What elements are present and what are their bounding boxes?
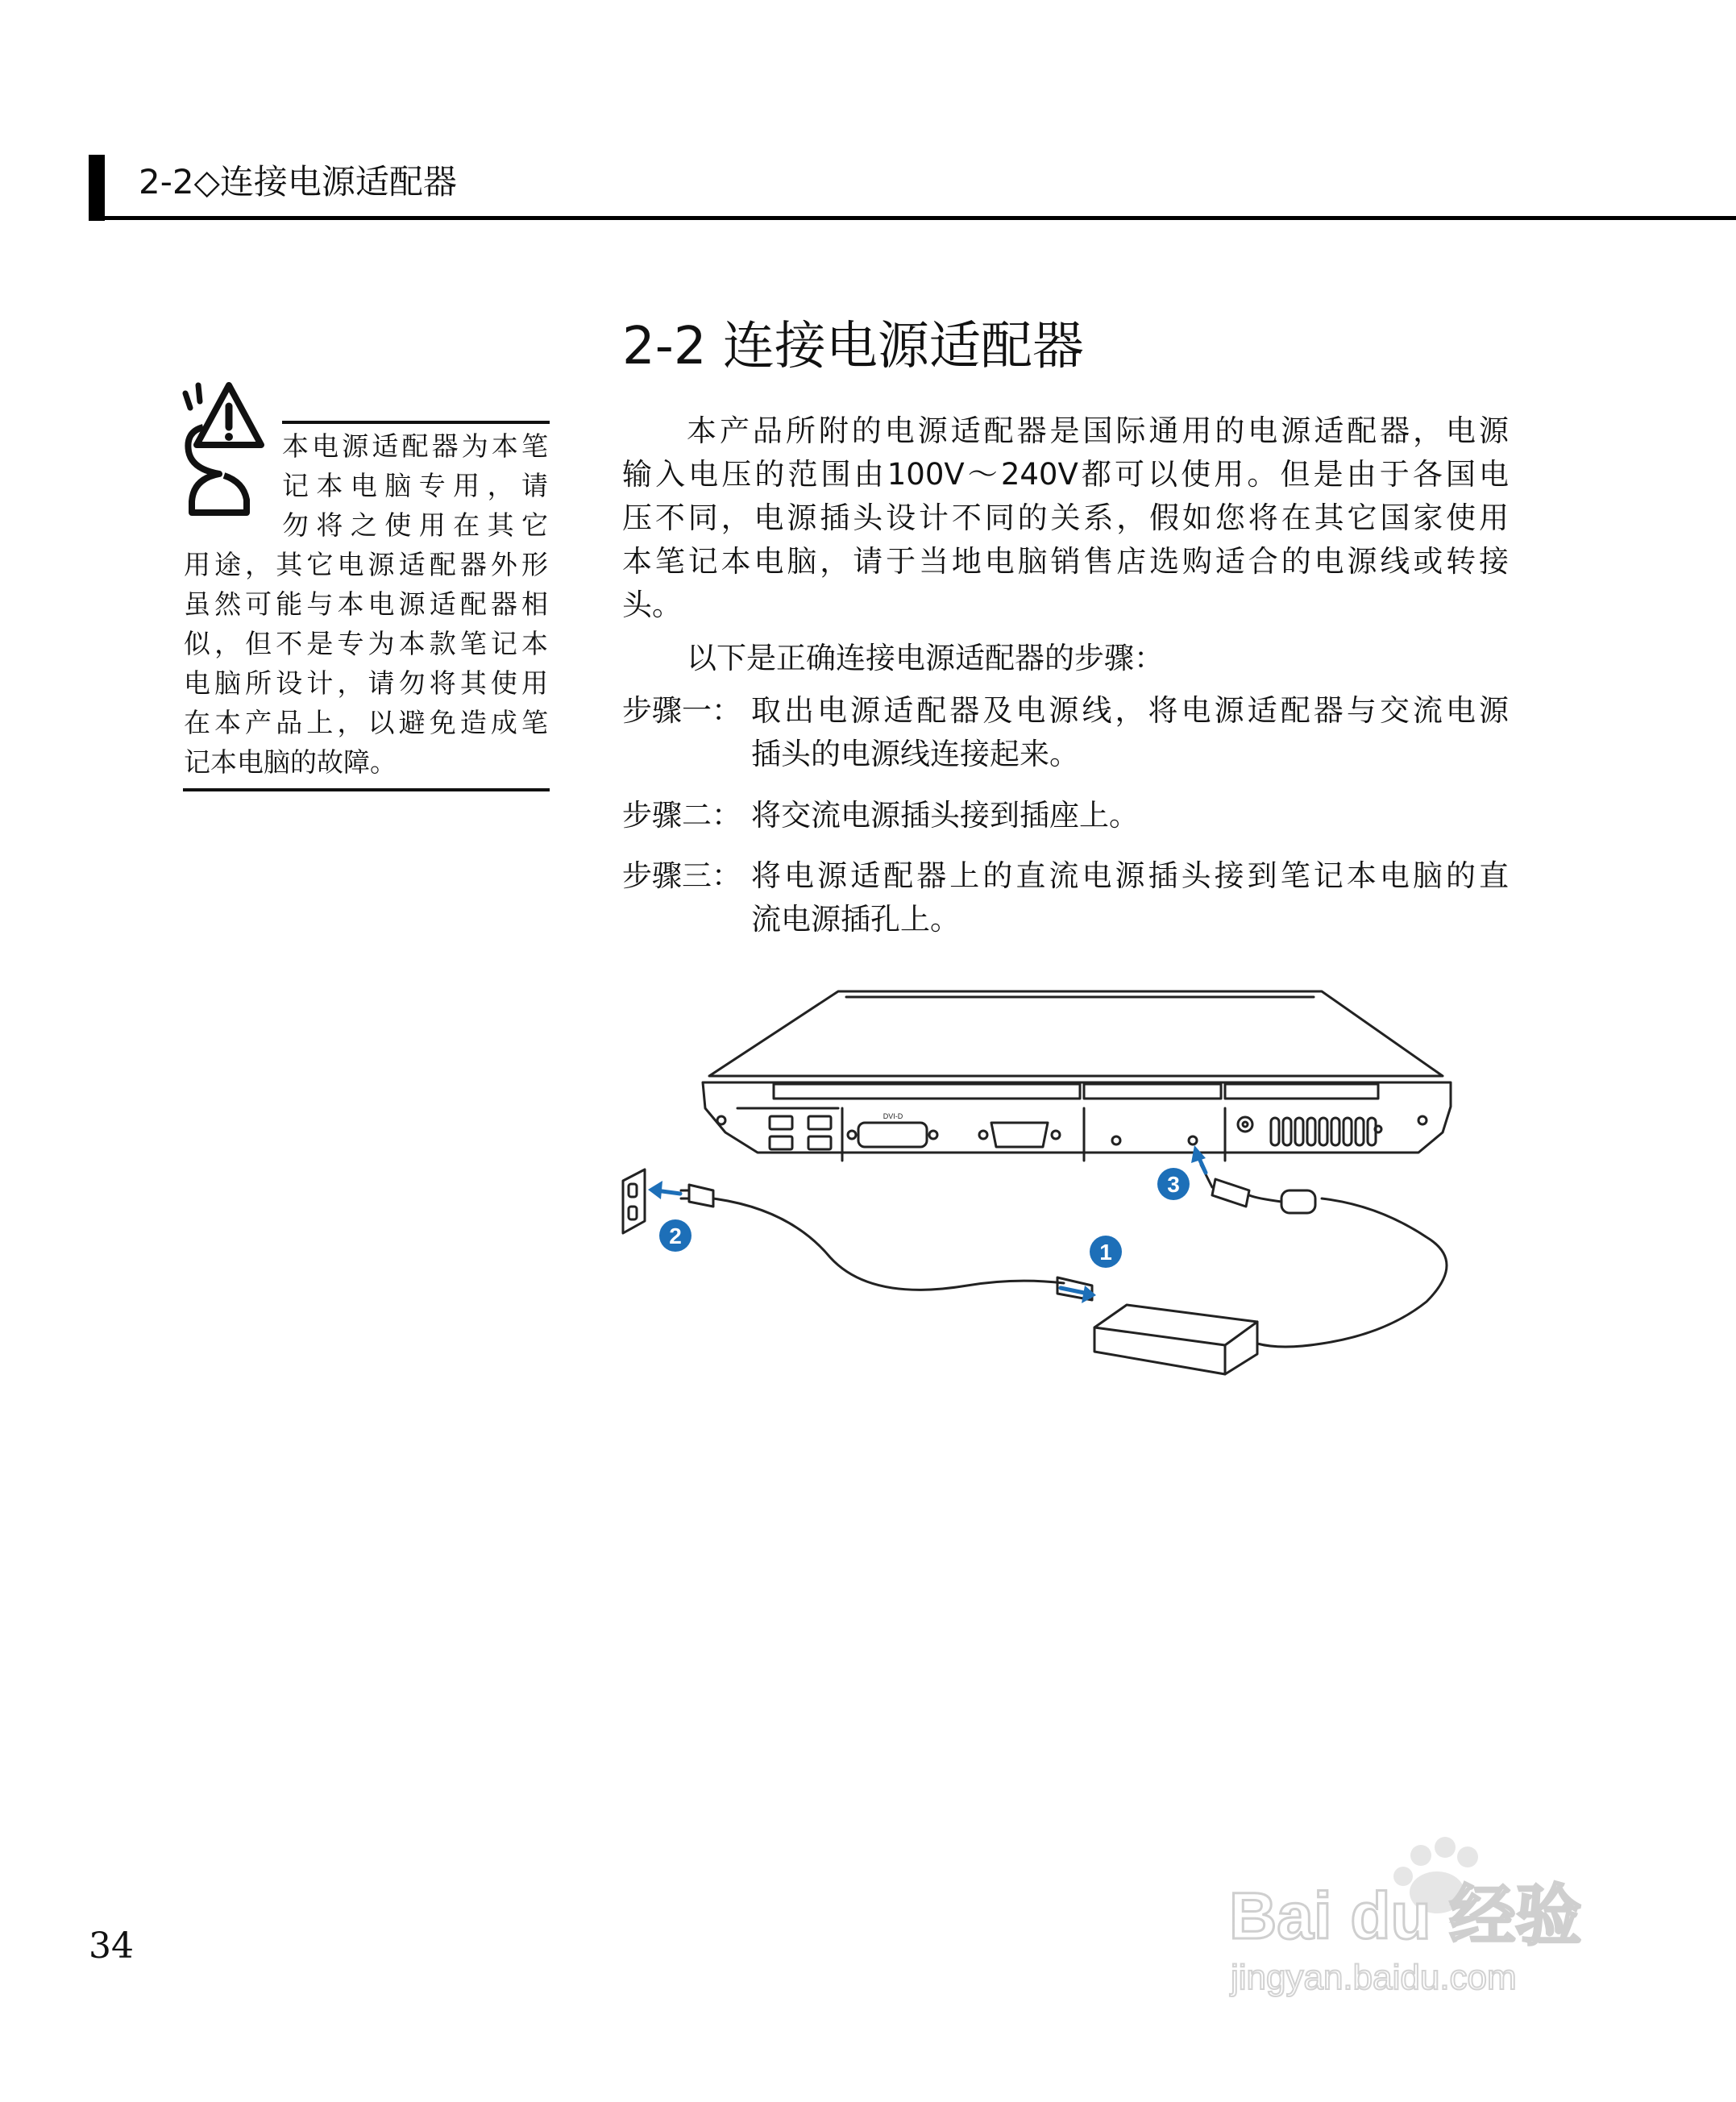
dc-plug [1212,1179,1249,1207]
note-line: 在本产品上，以避免造成笔 [184,707,548,738]
section-title: 2-2 连接电源适配器 [622,317,1084,376]
step-text: 流电源插孔上。 [751,902,960,937]
step-label: 步骤三： [622,858,741,893]
wall-outlet [623,1169,645,1233]
step-text: 将电源适配器上的直流电源插头接到笔记本电脑的直 [751,858,1509,893]
page-number: 34 [89,1925,134,1967]
step-text: 取出电源适配器及电源线，将电源适配器与交流电源 [751,693,1509,728]
callout-3-label: 3 [1167,1172,1180,1197]
intro-line: 本产品所附的电源适配器是国际通用的电源适配器，电源 [687,413,1509,448]
step-text: 将交流电源插头接到插座上。 [751,798,1139,833]
note-line: 用途，其它电源适配器外形 [184,549,548,580]
watermark-brand: Bai du 经验 [1229,1880,1582,1953]
dc-cord [1257,1198,1447,1347]
step-label: 步骤二： [622,798,741,833]
note-line: 勿将之使用在其它 [282,509,548,541]
caution-icon [179,379,279,516]
adapter-connection-illustration [613,979,1483,1382]
note-rule-top [282,421,550,424]
header-marker [89,155,105,221]
intro-line: 输入电压的范围由100V～240V都可以使用。但是由于各国电 [622,457,1509,492]
note-line: 电脑所设计，请勿将其使用 [184,667,548,699]
ac-plug [689,1185,713,1207]
note-line: 本电源适配器为本笔 [282,430,548,462]
dvi-port-label: DVI-D [883,1112,903,1120]
watermark-url: jingyan.baidu.com [1231,1958,1517,1997]
note-line: 记本电脑专用，请 [282,470,548,501]
laptop-lid [709,991,1443,1076]
intro-line: 压不同，电源插头设计不同的关系，假如您将在其它国家使用 [622,501,1509,535]
step-label: 步骤一： [622,693,741,728]
dc-in-port [1238,1117,1252,1132]
intro-line: 头。 [622,588,682,622]
steps-intro: 以下是正确连接电源适配器的步骤： [687,641,1164,675]
header-rule [89,216,1736,220]
note-line: 记本电脑的故障。 [184,746,397,778]
callout-1-label: 1 [1099,1240,1112,1265]
intro-line: 本笔记本电脑，请于当地电脑销售店选购适合的电源线或转接 [622,544,1509,579]
note-line: 似，但不是专为本款笔记本 [184,628,548,659]
note-rule-bottom [183,788,550,791]
ac-cord [713,1198,1064,1290]
note-line: 虽然可能与本电源适配器相 [184,588,548,620]
callout-2-label: 2 [669,1223,682,1248]
baidu-watermark [1221,1830,1640,1999]
step-text: 插头的电源线连接起来。 [751,737,1079,771]
header-title: 2-2◇连接电源适配器 [139,162,457,201]
